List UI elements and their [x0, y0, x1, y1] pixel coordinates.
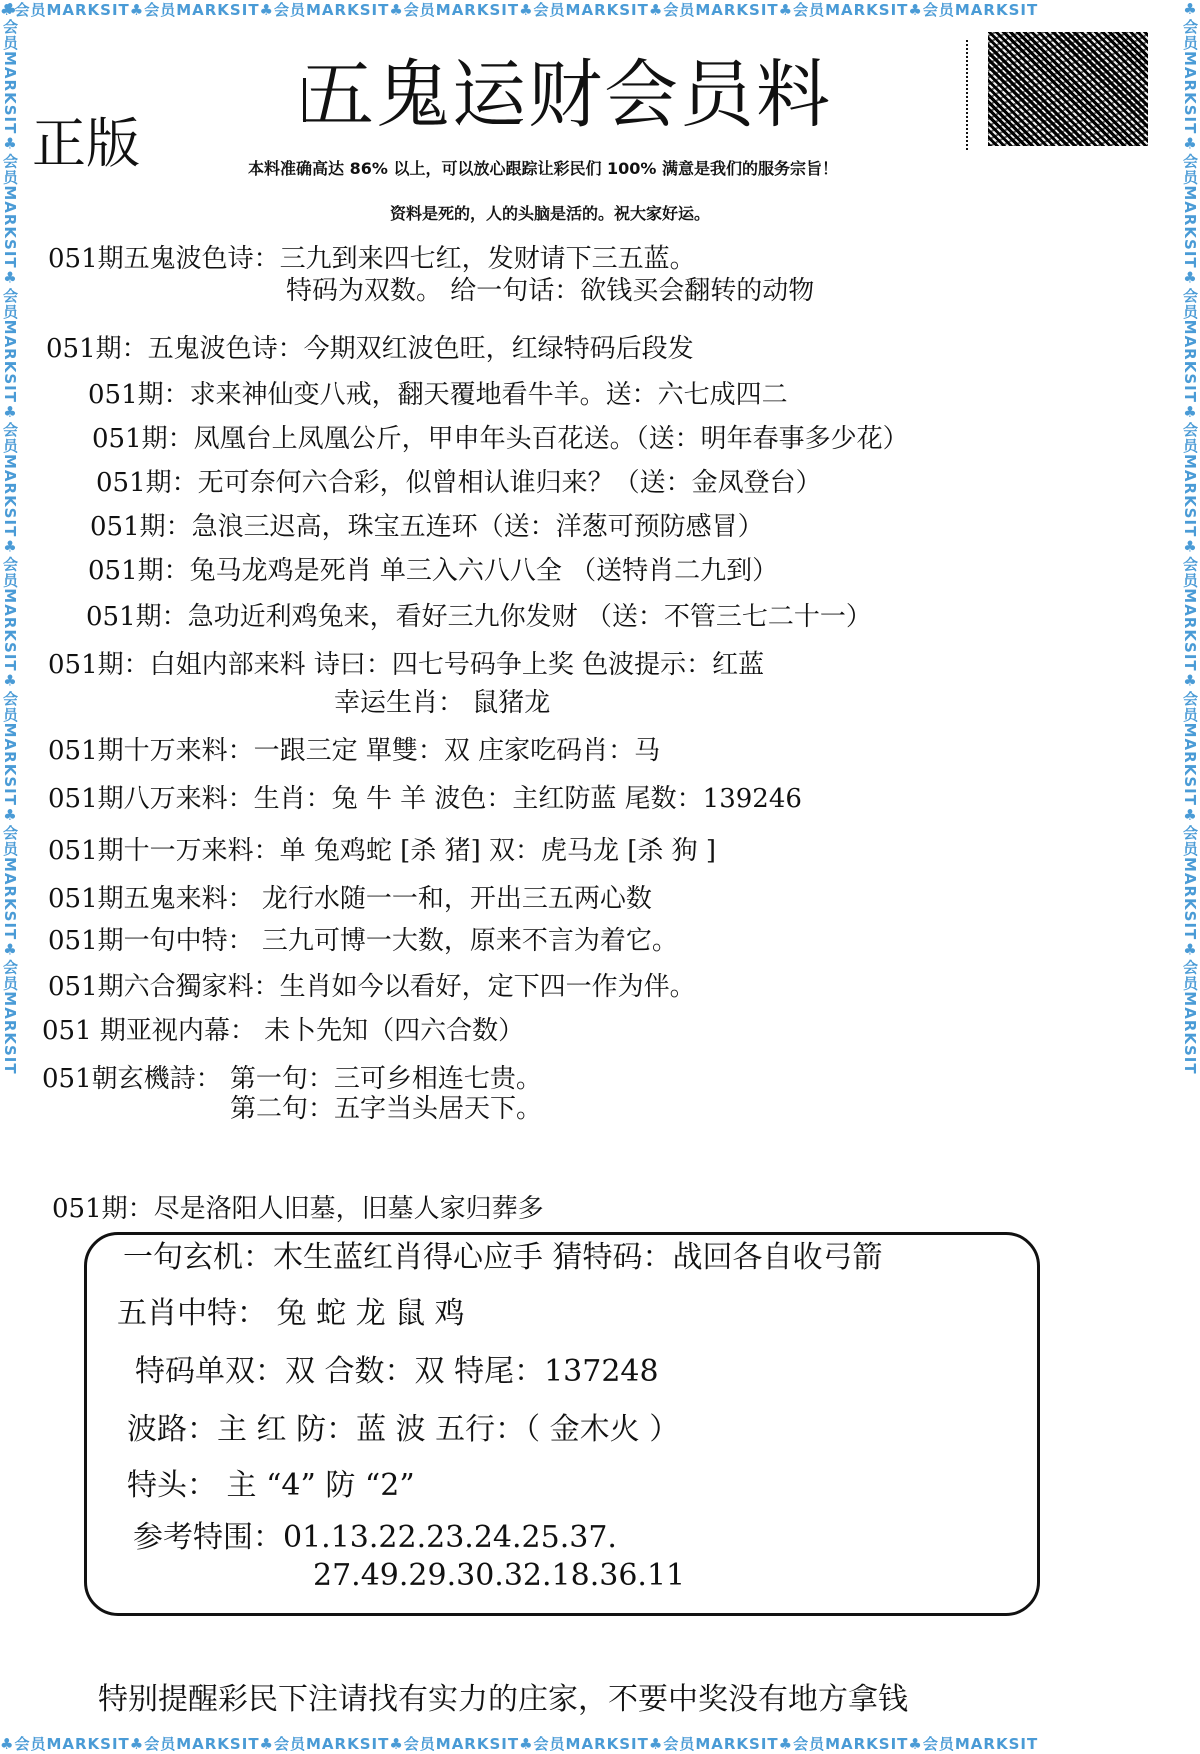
- watermark-border-right: ♣会员MARKSIT♣会员MARKSIT♣会员MARKSIT♣会员MARKSIT♣会员MARKSIT♣会员MARKSIT♣会员MARKSIT♣会员MARKSIT: [1181, 0, 1199, 1075]
- watermark-border-left: ♣会员MARKSIT♣会员MARKSIT♣会员MARKSIT♣会员MARKSIT♣会员MARKSIT♣会员MARKSIT♣会员MARKSIT♣会员MARKSIT: [1, 0, 19, 1075]
- text-line: 特码为双数。 给一句话：欲钱买会翻转的动物: [286, 276, 815, 306]
- text-line: 051期十一万来料：单 兔鸡蛇 [杀 猪] 双：虎马龙 [杀 狗 ]: [48, 836, 717, 866]
- text-line: 051期：五鬼波色诗：今期双红波色旺，红绿特码后段发: [46, 334, 694, 364]
- qr-dotted-edge: [966, 40, 982, 150]
- box-line-odd-even: 特码单双：双 合数：双 特尾：137248: [135, 1354, 659, 1389]
- text-line: 051期：凤凰台上凤凰公斤，甲申年头百花送。（送：明年春事多少花）: [92, 424, 909, 454]
- text-line: 051期六合獨家料：生肖如今以看好，定下四一作为伴。: [48, 972, 696, 1002]
- text-line: 051期：白姐内部来料 诗曰：四七号码争上奖 色波提示：红蓝: [48, 650, 765, 680]
- text-line: 051期：急浪三迟高，珠宝五连环（送：洋葱可预防感冒）: [90, 512, 764, 542]
- text-line: 051期五鬼波色诗：三九到来四七红，发财请下三五蓝。: [48, 244, 696, 274]
- page-title: 五鬼运财会员料: [300, 52, 832, 138]
- watermark-border-top: ♣会员MARKSIT♣会员MARKSIT♣会员MARKSIT♣会员MARKSIT♣会员MARKSIT♣会员MARKSIT♣会员MARKSIT♣会员MARKSIT: [0, 1, 1039, 19]
- box-line-mystery: 一句玄机：木生蓝红肖得心应手 猜特码：战回各自收弓箭: [123, 1240, 883, 1275]
- text-line: 051期：急功近利鸡兔来，看好三九你发财 （送：不管三七二十一）: [86, 602, 872, 632]
- box-line-range-cont: 27.49.29.30.32.18.36.11: [313, 1558, 686, 1593]
- genuine-badge: 正版: [32, 112, 140, 175]
- box-line-range: 参考特围：01.13.22.23.24.25.37.: [133, 1520, 617, 1555]
- text-line: 051期：兔马龙鸡是死肖 单三入六八八全 （送特肖二九到）: [88, 556, 779, 586]
- text-line: 051期一句中特： 三九可博一大数，原来不言为着它。: [48, 926, 678, 956]
- text-line: 051期十万来料：一跟三定 單雙：双 庄家吃码肖：马: [48, 736, 661, 766]
- text-line: 051期：尽是洛阳人旧墓，旧墓人家归葬多: [52, 1194, 544, 1224]
- good-luck-statement: 资料是死的，人的头脑是活的。祝大家好运。: [390, 204, 711, 223]
- box-line-wave: 波路：主 红 防：蓝 波 五行：（ 金木火 ）: [127, 1412, 680, 1447]
- box-line-head: 特头： 主 “4” 防 “2”: [127, 1468, 415, 1503]
- text-line: 051期：无可奈何六合彩，似曾相认谁归来？（送：金凤登台）: [96, 468, 822, 498]
- text-line: 051期：求来神仙变八戒，翻天覆地看牛羊。送：六七成四二: [88, 380, 788, 410]
- footer-notice: 特别提醒彩民下注请找有实力的庄家，不要中奖没有地方拿钱: [98, 1682, 908, 1717]
- text-line: 幸运生肖： 鼠猪龙: [334, 688, 551, 718]
- accuracy-statement: 本料准确高达 86% 以上，可以放心跟踪让彩民们 100% 满意是我们的服务宗旨！: [248, 159, 839, 178]
- text-line: 051期五鬼来料： 龙行水随一一和，开出三五两心数: [48, 884, 652, 914]
- qr-code-icon: [988, 32, 1148, 146]
- text-line: 051朝玄機詩： 第一句：三可乡相连七贵。: [42, 1064, 542, 1094]
- prediction-box: [84, 1232, 1040, 1616]
- text-line: 第二句：五字当头居天下。: [230, 1094, 543, 1124]
- box-line-five-zodiac: 五肖中特： 兔 蛇 龙 鼠 鸡: [117, 1296, 465, 1331]
- watermark-border-bottom: ♣会员MARKSIT♣会员MARKSIT♣会员MARKSIT♣会员MARKSIT♣会员MARKSIT♣会员MARKSIT♣会员MARKSIT♣会员MARKSIT: [0, 1735, 1039, 1753]
- text-line: 051 期亚视内幕： 未卜先知（四六合数）: [42, 1016, 525, 1046]
- text-line: 051期八万来料：生肖：兔 牛 羊 波色：主红防蓝 尾数：139246: [48, 784, 802, 814]
